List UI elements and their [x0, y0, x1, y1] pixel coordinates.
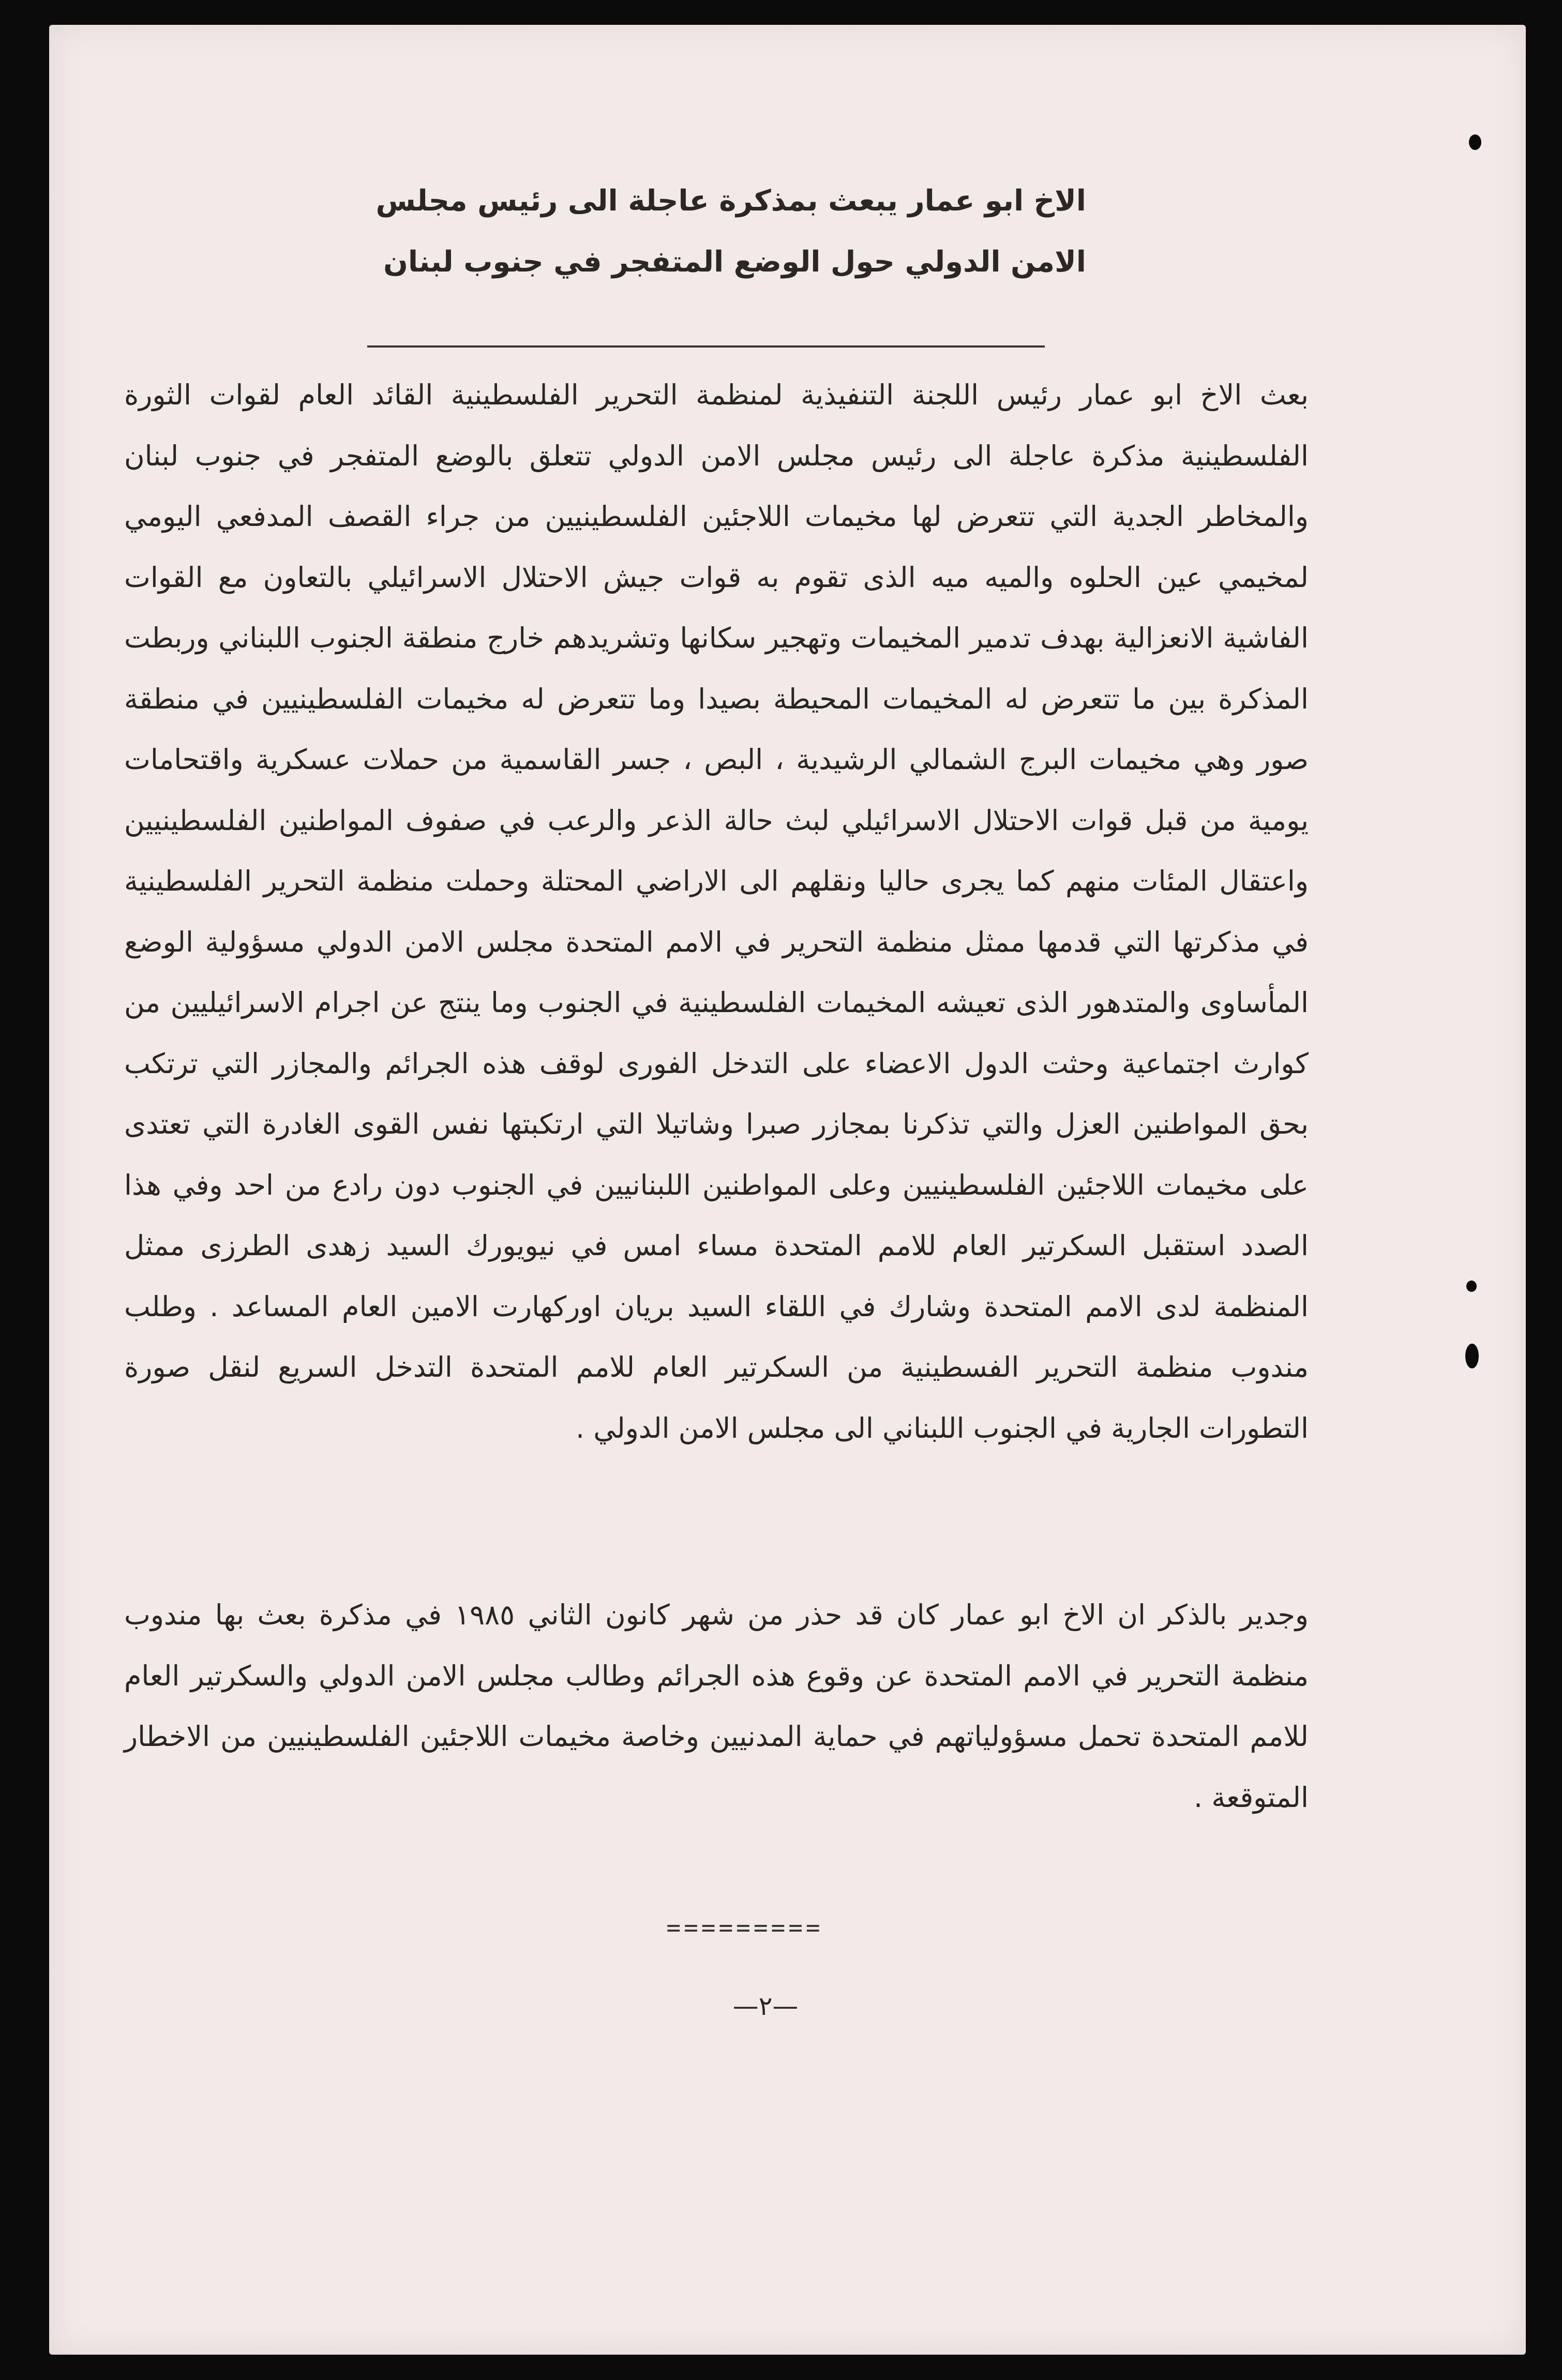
- document-title: [310, 171, 1086, 293]
- title-line-2: الامن الدولي حول الوضع المتفجر في جنوب لبنان: [383, 245, 1086, 279]
- title-underline: [367, 345, 1045, 348]
- section-divider: =========: [666, 1914, 823, 1941]
- punch-hole: [1466, 1281, 1477, 1292]
- body-paragraph-2: وجدير بالذكر ان الاخ ابو عمار كان قد حذر من شهر كانون الثاني ١٩٨٥ في مذكرة بعث بها مندوب منظمة التحرير في الامم المتحدة عن وقوع هذه الجرائم وطالب مجلس الامن الدولي والسكرتير العام للامم المتحدة تحمل مسؤولياتهم في حماية المدنيين وخاصة مخيمات اللاجئين الفلسطينيين من الاخطار المتوقعة .: [124, 1599, 1309, 1814]
- page-number: —٢—: [732, 1991, 799, 2021]
- punch-hole: [1469, 134, 1481, 150]
- body-paragraph-1: بعث الاخ ابو عمار رئيس اللجنة التنفيذية لمنظمة التحرير الفلسطينية القائد العام لقوات الثورة الفلسطينية مذكرة عاجلة الى رئيس مجلس الامن الدولي تتعلق بالوضع المتفجر في جنوب لبنان والمخاطر الجدية التي تتعرض لها مخيمات اللاجئين الفلسطينيين من جراء القصف المدفعي اليومي لمخيمي عين الحلوه والميه ميه الذى تقوم به قوات جيش الاحتلال الاسرائيلي بالتعاون مع القوات الفاشية الانعزالية بهدف تدمير المخيمات وتهجير سكانها وتشريدهم خارج منطقة الجنوب اللبناني وربطت المذكرة بين ما تتعرض له المخيمات المحيطة بصيدا وما تتعرض له مخيمات الفلسطينيين في منطقة صور وهي مخيمات البرج الشمالي الرشيدية ، البص ، جسر القاسمية من حملات عسكرية واقتحامات يومية من قبل قوات الاحتلال الاسرائيلي لبث حالة الذعر والرعب في صفوف المواطنين الفلسطينيين واعتقال المئات منهم كما يجرى حاليا ونقلهم الى الاراضي المحتلة وحملت منظمة التحرير الفلسطينية في مذكرتها التي قدمها ممثل منظمة التحرير في الامم المتحدة مجلس الامن الدولي مسؤولية الوضع المأساوى والمتدهور الذى تعيشه المخيمات الفلسطينية في الجنوب وما ينتج عن اجرام الاسرائيليين من كوارث اجتماعية وحثت الدول الاعضاء على التدخل الفورى لوقف هذه الجرائم والمجازر التي ترتكب بحق المواطنين العزل والتي تذكرنا بمجازر صبرا وشاتيلا التي ارتكبتها نفس القوى الغادرة التي تعتدى على مخيمات اللاجئين الفلسطينيين وعلى المواطنين اللبنانيين في الجنوب دون رادع من احد وفي هذا الصدد استقبل السكرتير العام للامم المتحدة مساء امس في نيويورك السيد زهدى الطرزى ممثل المنظمة لدى الامم المتحدة وشارك في اللقاء السيد بريان اوركهارت الامين العام المساعد . وطلب مندوب منظمة التحرير الفسطينية من السكرتير العام للامم المتحدة التدخل السريع لنقل صورة التطورات الجارية في الجنوب اللبناني الى مجلس الامن الدولي .: [124, 379, 1309, 1444]
- title-line-1: الاخ ابو عمار يبعث بمذكرة عاجلة الى رئيس مجلس: [376, 184, 1086, 218]
- punch-hole: [1465, 1344, 1479, 1368]
